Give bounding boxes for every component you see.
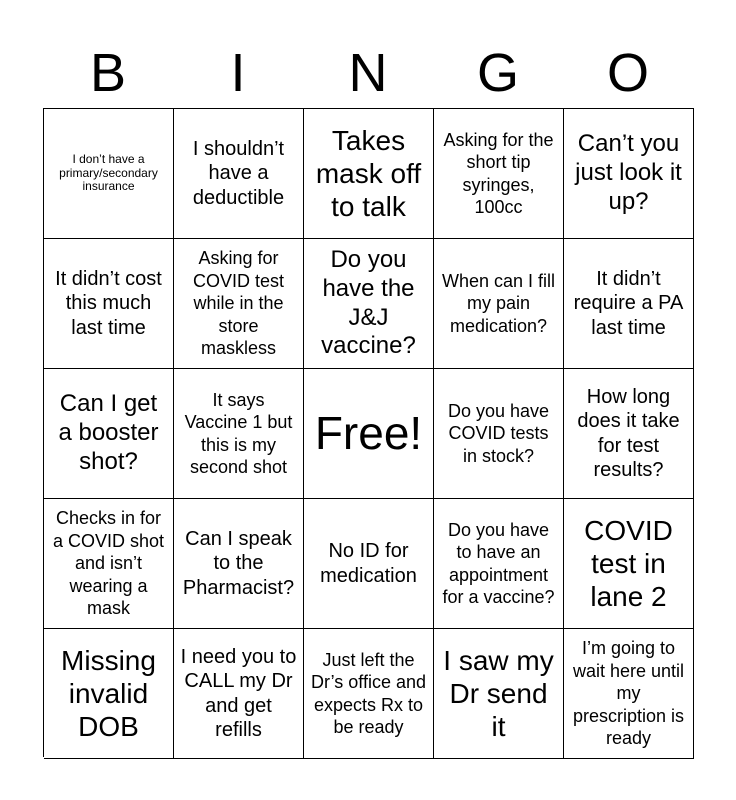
header-letter-o: O bbox=[606, 43, 649, 103]
header-letter-g: G bbox=[476, 43, 519, 103]
header-letter-n: N bbox=[348, 43, 388, 103]
bingo-cell-r2-c4[interactable]: When can I fill my pain medication? bbox=[434, 239, 564, 369]
bingo-cell-r5-c3[interactable]: Just left the Dr’s office and expects Rx to be ready bbox=[304, 629, 434, 759]
bingo-cell-r1-c1[interactable]: I don’t have a primary/secondary insurance bbox=[44, 109, 174, 239]
bingo-cell-r2-c2[interactable]: Asking for COVID test while in the store maskless bbox=[174, 239, 304, 369]
bingo-cell-free-space[interactable]: Free! bbox=[304, 369, 434, 499]
bingo-header bbox=[43, 38, 693, 108]
header-letter-b: B bbox=[89, 43, 127, 103]
bingo-cell-r3-c2[interactable]: It says Vaccine 1 but this is my second shot bbox=[174, 369, 304, 499]
bingo-cell-r1-c5[interactable]: Can’t you just look it up? bbox=[564, 109, 694, 239]
header-letter-i: I bbox=[230, 43, 246, 103]
bingo-cell-r2-c3[interactable]: Do you have the J&J vaccine? bbox=[304, 239, 434, 369]
bingo-cell-r4-c5[interactable]: COVID test in lane 2 bbox=[564, 499, 694, 629]
bingo-cell-r5-c4[interactable]: I saw my Dr send it bbox=[434, 629, 564, 759]
bingo-cell-r5-c2[interactable]: I need you to CALL my Dr and get refills bbox=[174, 629, 304, 759]
bingo-cell-r3-c5[interactable]: How long does it take for test results? bbox=[564, 369, 694, 499]
bingo-cell-r4-c2[interactable]: Can I speak to the Pharmacist? bbox=[174, 499, 304, 629]
bingo-cell-r1-c3[interactable]: Takes mask off to talk bbox=[304, 109, 434, 239]
bingo-board bbox=[43, 108, 694, 757]
bingo-cell-r2-c1[interactable]: It didn’t cost this much last time bbox=[44, 239, 174, 369]
bingo-cell-r1-c4[interactable]: Asking for the short tip syringes, 100cc bbox=[434, 109, 564, 239]
bingo-cell-r5-c5[interactable]: I’m going to wait here until my prescription is ready bbox=[564, 629, 694, 759]
bingo-cell-r5-c1[interactable]: Missing invalid DOB bbox=[44, 629, 174, 759]
bingo-cell-r4-c3[interactable]: No ID for medication bbox=[304, 499, 434, 629]
bingo-cell-r3-c1[interactable]: Can I get a booster shot? bbox=[44, 369, 174, 499]
bingo-cell-r2-c5[interactable]: It didn’t require a PA last time bbox=[564, 239, 694, 369]
bingo-cell-r3-c4[interactable]: Do you have COVID tests in stock? bbox=[434, 369, 564, 499]
bingo-cell-r4-c4[interactable]: Do you have to have an appointment for a vaccine? bbox=[434, 499, 564, 629]
bingo-cell-r4-c1[interactable]: Checks in for a COVID shot and isn’t wearing a mask bbox=[44, 499, 174, 629]
bingo-cell-r1-c2[interactable]: I shouldn’t have a deductible bbox=[174, 109, 304, 239]
